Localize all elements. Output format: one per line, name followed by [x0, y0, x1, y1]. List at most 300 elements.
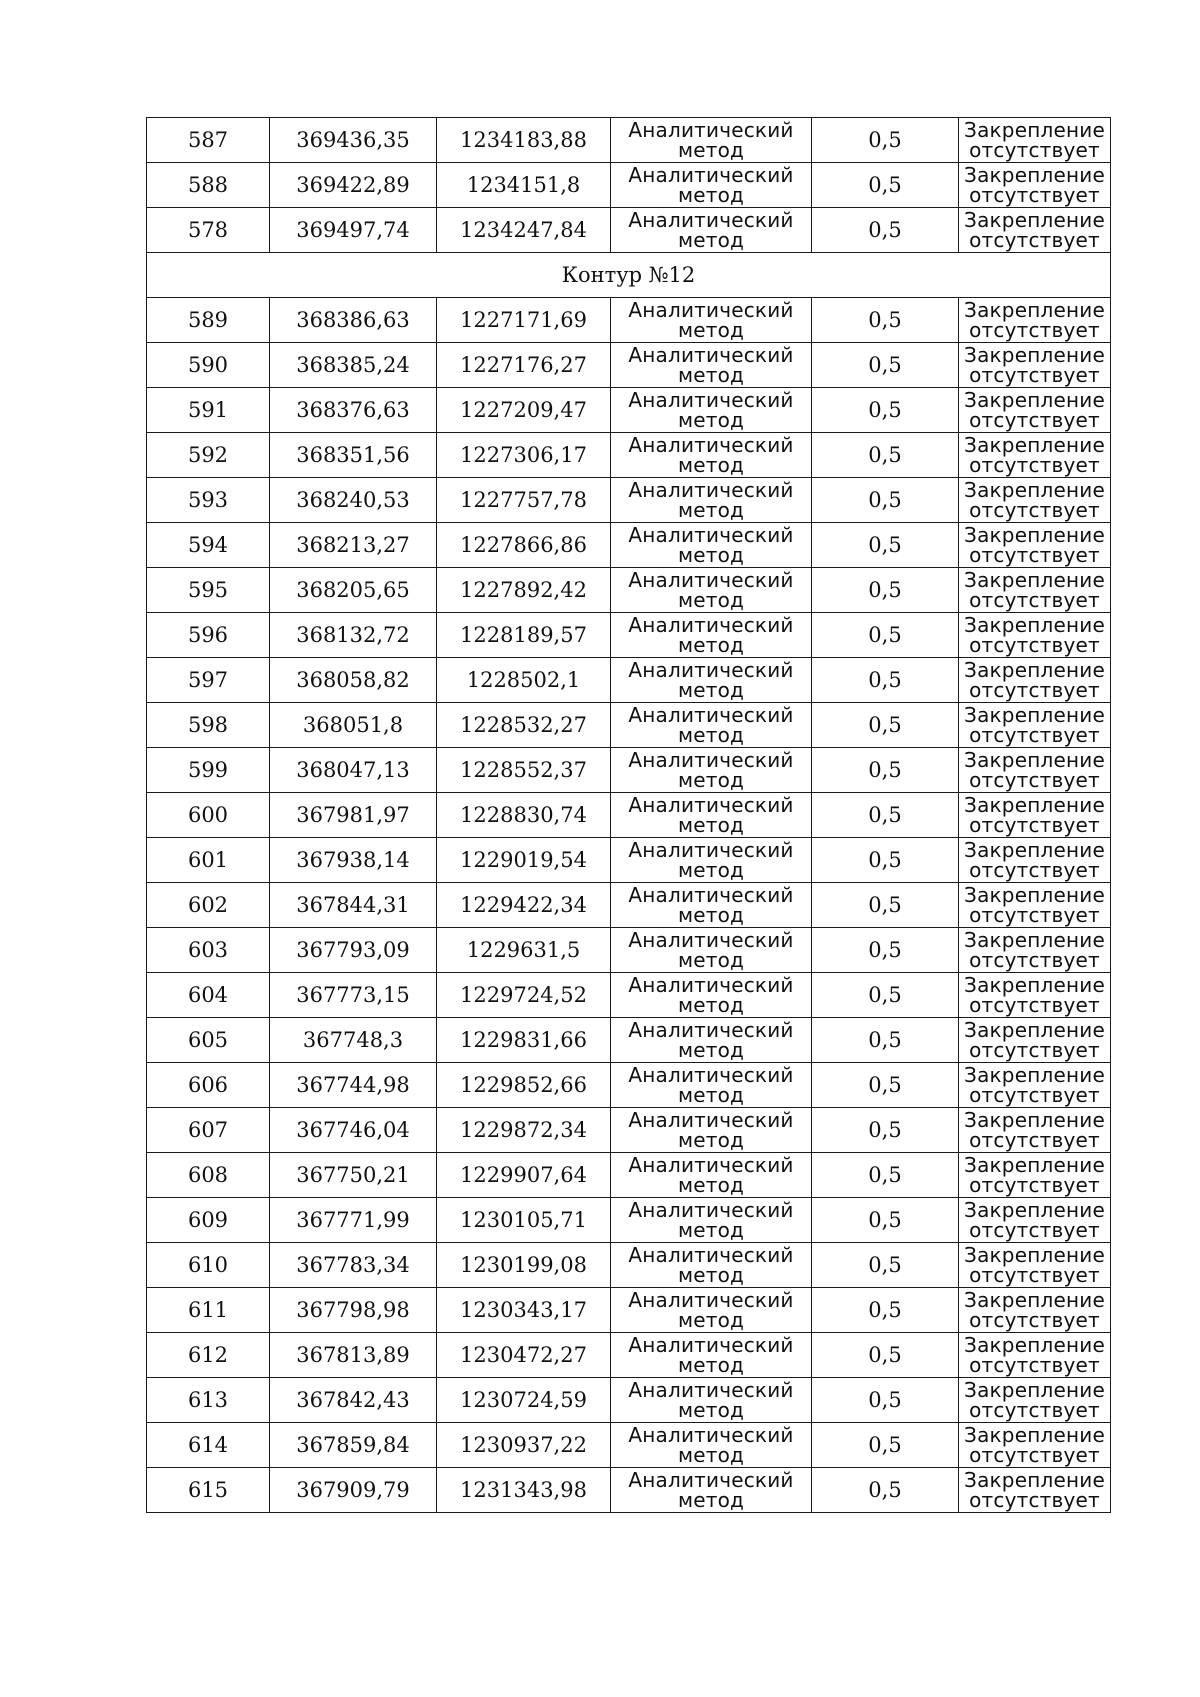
table-row — [147, 163, 1111, 208]
y-coordinate-cell: 1230724,59 — [437, 1378, 611, 1423]
table-row — [147, 883, 1111, 928]
fixation-cell-line2: отсутствует — [969, 903, 1100, 927]
x-coordinate-cell: 367746,04 — [270, 1108, 437, 1153]
x-coordinate-cell: 367813,89 — [270, 1333, 437, 1378]
fixation-cell-line1: Закрепление — [964, 1378, 1105, 1402]
fixation-cell — [959, 208, 1111, 253]
fixation-cell — [959, 523, 1111, 568]
method-cell-line2: метод — [677, 678, 745, 702]
table-row — [147, 1198, 1111, 1243]
x-coordinate-cell: 367744,98 — [270, 1063, 437, 1108]
method-cell-line2: метод — [677, 363, 745, 387]
accuracy-cell: 0,5 — [812, 343, 959, 388]
method-cell — [611, 1108, 812, 1153]
fixation-cell — [959, 883, 1111, 928]
accuracy-cell: 0,5 — [812, 1153, 959, 1198]
table-row — [147, 973, 1111, 1018]
y-coordinate-cell: 1227209,47 — [437, 388, 611, 433]
y-coordinate-cell: 1234183,88 — [437, 118, 611, 163]
y-coordinate-cell: 1227757,78 — [437, 478, 611, 523]
x-coordinate-cell: 367771,99 — [270, 1198, 437, 1243]
x-coordinate-cell: 369436,35 — [270, 118, 437, 163]
fixation-cell-line1: Закрепление — [964, 1288, 1105, 1312]
method-cell-line2: метод — [677, 1353, 745, 1377]
method-cell — [611, 793, 812, 838]
fixation-cell-line2: отсутствует — [969, 1263, 1100, 1287]
fixation-cell-line2: отсутствует — [969, 543, 1100, 567]
table-row — [147, 208, 1111, 253]
y-coordinate-cell: 1230199,08 — [437, 1243, 611, 1288]
accuracy-cell: 0,5 — [812, 163, 959, 208]
fixation-cell-line1: Закрепление — [964, 703, 1105, 727]
point-number-cell: 614 — [147, 1423, 270, 1468]
method-cell — [611, 1018, 812, 1063]
accuracy-cell: 0,5 — [812, 748, 959, 793]
method-cell — [611, 568, 812, 613]
y-coordinate-cell: 1228502,1 — [437, 658, 611, 703]
method-cell-line2: метод — [677, 858, 745, 882]
method-cell-line2: метод — [677, 1083, 745, 1107]
fixation-cell-line1: Закрепление — [964, 343, 1105, 367]
point-number-cell: 587 — [147, 118, 270, 163]
method-cell-line1: Аналитический — [628, 928, 794, 952]
y-coordinate-cell: 1229831,66 — [437, 1018, 611, 1063]
point-number-cell: 615 — [147, 1468, 270, 1513]
y-coordinate-cell: 1227176,27 — [437, 343, 611, 388]
y-coordinate-cell: 1234151,8 — [437, 163, 611, 208]
method-cell-line2: метод — [677, 903, 745, 927]
fixation-cell — [959, 748, 1111, 793]
method-cell — [611, 1198, 812, 1243]
point-number-cell: 595 — [147, 568, 270, 613]
point-number-cell: 612 — [147, 1333, 270, 1378]
fixation-cell-line2: отсутствует — [969, 678, 1100, 702]
fixation-cell-line1: Закрепление — [964, 1108, 1105, 1132]
accuracy-cell: 0,5 — [812, 118, 959, 163]
fixation-cell-line1: Закрепление — [964, 523, 1105, 547]
method-cell-line1: Аналитический — [628, 523, 794, 547]
method-cell-line1: Аналитический — [628, 1063, 794, 1087]
fixation-cell-line1: Закрепление — [964, 1333, 1105, 1357]
method-cell-line1: Аналитический — [628, 1333, 794, 1357]
x-coordinate-cell: 368058,82 — [270, 658, 437, 703]
table-row — [147, 523, 1111, 568]
accuracy-cell: 0,5 — [812, 883, 959, 928]
y-coordinate-cell: 1229852,66 — [437, 1063, 611, 1108]
accuracy-cell: 0,5 — [812, 433, 959, 478]
method-cell-line1: Аналитический — [628, 208, 794, 232]
fixation-cell — [959, 1243, 1111, 1288]
fixation-cell-line1: Закрепление — [964, 1468, 1105, 1492]
fixation-cell — [959, 973, 1111, 1018]
fixation-cell-line2: отсутствует — [969, 363, 1100, 387]
fixation-cell — [959, 838, 1111, 883]
method-cell-line2: метод — [677, 138, 745, 162]
point-number-cell: 591 — [147, 388, 270, 433]
point-number-cell: 608 — [147, 1153, 270, 1198]
fixation-cell-line2: отсутствует — [969, 768, 1100, 792]
x-coordinate-cell: 367844,31 — [270, 883, 437, 928]
method-cell — [611, 1243, 812, 1288]
method-cell — [611, 1423, 812, 1468]
accuracy-cell: 0,5 — [812, 1198, 959, 1243]
table-row — [147, 1063, 1111, 1108]
fixation-cell-line2: отсутствует — [969, 498, 1100, 522]
accuracy-cell: 0,5 — [812, 298, 959, 343]
fixation-cell — [959, 1153, 1111, 1198]
coordinates-table — [146, 117, 1111, 1513]
fixation-cell-line2: отсутствует — [969, 633, 1100, 657]
fixation-cell-line1: Закрепление — [964, 1063, 1105, 1087]
table-row — [147, 1288, 1111, 1333]
accuracy-cell: 0,5 — [812, 1468, 959, 1513]
table-row — [147, 1153, 1111, 1198]
fixation-cell — [959, 928, 1111, 973]
fixation-cell — [959, 793, 1111, 838]
method-cell — [611, 118, 812, 163]
method-cell — [611, 298, 812, 343]
point-number-cell: 589 — [147, 298, 270, 343]
method-cell-line1: Аналитический — [628, 433, 794, 457]
fixation-cell-line2: отсутствует — [969, 1128, 1100, 1152]
method-cell — [611, 388, 812, 433]
point-number-cell: 590 — [147, 343, 270, 388]
method-cell-line1: Аналитический — [628, 748, 794, 772]
method-cell — [611, 433, 812, 478]
fixation-cell-line2: отсутствует — [969, 858, 1100, 882]
accuracy-cell: 0,5 — [812, 1063, 959, 1108]
y-coordinate-cell: 1227866,86 — [437, 523, 611, 568]
method-cell — [611, 1288, 812, 1333]
method-cell — [611, 1378, 812, 1423]
accuracy-cell: 0,5 — [812, 1333, 959, 1378]
fixation-cell-line2: отсутствует — [969, 1038, 1100, 1062]
point-number-cell: 603 — [147, 928, 270, 973]
point-number-cell: 598 — [147, 703, 270, 748]
accuracy-cell: 0,5 — [812, 838, 959, 883]
fixation-cell-line1: Закрепление — [964, 118, 1105, 142]
y-coordinate-cell: 1229872,34 — [437, 1108, 611, 1153]
method-cell-line2: метод — [677, 1443, 745, 1467]
table-row — [147, 613, 1111, 658]
fixation-cell-line1: Закрепление — [964, 1198, 1105, 1222]
point-number-cell: 606 — [147, 1063, 270, 1108]
table-row — [147, 793, 1111, 838]
accuracy-cell: 0,5 — [812, 1423, 959, 1468]
method-cell — [611, 1333, 812, 1378]
accuracy-cell: 0,5 — [812, 658, 959, 703]
fixation-cell — [959, 478, 1111, 523]
fixation-cell — [959, 298, 1111, 343]
accuracy-cell: 0,5 — [812, 973, 959, 1018]
point-number-cell: 611 — [147, 1288, 270, 1333]
y-coordinate-cell: 1234247,84 — [437, 208, 611, 253]
y-coordinate-cell: 1227892,42 — [437, 568, 611, 613]
y-coordinate-cell: 1230472,27 — [437, 1333, 611, 1378]
point-number-cell: 602 — [147, 883, 270, 928]
x-coordinate-cell: 367750,21 — [270, 1153, 437, 1198]
method-cell-line2: метод — [677, 453, 745, 477]
fixation-cell-line1: Закрепление — [964, 568, 1105, 592]
y-coordinate-cell: 1230937,22 — [437, 1423, 611, 1468]
y-coordinate-cell: 1229631,5 — [437, 928, 611, 973]
method-cell-line1: Аналитический — [628, 1378, 794, 1402]
accuracy-cell: 0,5 — [812, 1243, 959, 1288]
method-cell-line2: метод — [677, 183, 745, 207]
method-cell-line1: Аналитический — [628, 613, 794, 637]
contour-title: Контур №12 — [147, 253, 1111, 298]
method-cell-line1: Аналитический — [628, 568, 794, 592]
x-coordinate-cell: 368376,63 — [270, 388, 437, 433]
fixation-cell-line2: отсутствует — [969, 1398, 1100, 1422]
method-cell-line1: Аналитический — [628, 163, 794, 187]
fixation-cell — [959, 703, 1111, 748]
x-coordinate-cell: 368386,63 — [270, 298, 437, 343]
x-coordinate-cell: 367909,79 — [270, 1468, 437, 1513]
fixation-cell-line2: отсутствует — [969, 1308, 1100, 1332]
table-row — [147, 838, 1111, 883]
method-cell-line2: метод — [677, 228, 745, 252]
fixation-cell — [959, 613, 1111, 658]
y-coordinate-cell: 1230343,17 — [437, 1288, 611, 1333]
method-cell-line2: метод — [677, 408, 745, 432]
y-coordinate-cell: 1228830,74 — [437, 793, 611, 838]
table-row — [147, 1243, 1111, 1288]
method-cell-line2: метод — [677, 948, 745, 972]
method-cell-line1: Аналитический — [628, 973, 794, 997]
method-cell-line2: метод — [677, 1173, 745, 1197]
fixation-cell-line1: Закрепление — [964, 433, 1105, 457]
accuracy-cell: 0,5 — [812, 1378, 959, 1423]
fixation-cell — [959, 163, 1111, 208]
fixation-cell-line1: Закрепление — [964, 388, 1105, 412]
accuracy-cell: 0,5 — [812, 1288, 959, 1333]
fixation-cell-line1: Закрепление — [964, 1423, 1105, 1447]
x-coordinate-cell: 368132,72 — [270, 613, 437, 658]
method-cell-line1: Аналитический — [628, 1468, 794, 1492]
method-cell — [611, 208, 812, 253]
table-row — [147, 1378, 1111, 1423]
accuracy-cell: 0,5 — [812, 568, 959, 613]
method-cell-line2: метод — [677, 1263, 745, 1287]
fixation-cell-line1: Закрепление — [964, 928, 1105, 952]
x-coordinate-cell: 369422,89 — [270, 163, 437, 208]
method-cell-line1: Аналитический — [628, 1198, 794, 1222]
table-row — [147, 703, 1111, 748]
coordinates-table-body — [147, 118, 1111, 1513]
fixation-cell-line2: отсутствует — [969, 948, 1100, 972]
method-cell — [611, 658, 812, 703]
method-cell-line2: метод — [677, 768, 745, 792]
x-coordinate-cell: 368047,13 — [270, 748, 437, 793]
method-cell-line2: метод — [677, 1398, 745, 1422]
fixation-cell — [959, 388, 1111, 433]
x-coordinate-cell: 367938,14 — [270, 838, 437, 883]
method-cell-line2: метод — [677, 588, 745, 612]
x-coordinate-cell: 367773,15 — [270, 973, 437, 1018]
method-cell-line2: метод — [677, 1488, 745, 1512]
fixation-cell-line2: отсутствует — [969, 138, 1100, 162]
method-cell — [611, 1468, 812, 1513]
x-coordinate-cell: 367842,43 — [270, 1378, 437, 1423]
fixation-cell-line1: Закрепление — [964, 973, 1105, 997]
contour-header-row — [147, 253, 1111, 298]
x-coordinate-cell: 368240,53 — [270, 478, 437, 523]
method-cell-line1: Аналитический — [628, 298, 794, 322]
y-coordinate-cell: 1229019,54 — [437, 838, 611, 883]
method-cell-line1: Аналитический — [628, 1423, 794, 1447]
x-coordinate-cell: 367748,3 — [270, 1018, 437, 1063]
method-cell-line1: Аналитический — [628, 478, 794, 502]
fixation-cell — [959, 1288, 1111, 1333]
method-cell-line2: метод — [677, 543, 745, 567]
point-number-cell: 605 — [147, 1018, 270, 1063]
accuracy-cell: 0,5 — [812, 1018, 959, 1063]
fixation-cell-line1: Закрепление — [964, 1153, 1105, 1177]
table-row — [147, 1468, 1111, 1513]
accuracy-cell: 0,5 — [812, 523, 959, 568]
table-row — [147, 478, 1111, 523]
fixation-cell — [959, 1198, 1111, 1243]
fixation-cell-line1: Закрепление — [964, 478, 1105, 502]
method-cell — [611, 703, 812, 748]
method-cell — [611, 838, 812, 883]
method-cell-line1: Аналитический — [628, 883, 794, 907]
fixation-cell-line1: Закрепление — [964, 838, 1105, 862]
fixation-cell — [959, 1378, 1111, 1423]
point-number-cell: 609 — [147, 1198, 270, 1243]
accuracy-cell: 0,5 — [812, 928, 959, 973]
method-cell — [611, 1153, 812, 1198]
fixation-cell-line1: Закрепление — [964, 208, 1105, 232]
point-number-cell: 601 — [147, 838, 270, 883]
method-cell-line2: метод — [677, 1218, 745, 1242]
fixation-cell-line1: Закрепление — [964, 883, 1105, 907]
method-cell — [611, 343, 812, 388]
method-cell-line2: метод — [677, 813, 745, 837]
method-cell — [611, 973, 812, 1018]
point-number-cell: 588 — [147, 163, 270, 208]
point-number-cell: 610 — [147, 1243, 270, 1288]
method-cell-line2: метод — [677, 1038, 745, 1062]
table-row — [147, 1333, 1111, 1378]
point-number-cell: 578 — [147, 208, 270, 253]
fixation-cell-line2: отсутствует — [969, 1083, 1100, 1107]
fixation-cell-line2: отсутствует — [969, 993, 1100, 1017]
point-number-cell: 594 — [147, 523, 270, 568]
x-coordinate-cell: 369497,74 — [270, 208, 437, 253]
y-coordinate-cell: 1228189,57 — [437, 613, 611, 658]
point-number-cell: 596 — [147, 613, 270, 658]
fixation-cell-line1: Закрепление — [964, 658, 1105, 682]
fixation-cell-line2: отсутствует — [969, 183, 1100, 207]
fixation-cell — [959, 1018, 1111, 1063]
fixation-cell — [959, 1333, 1111, 1378]
fixation-cell-line2: отсутствует — [969, 588, 1100, 612]
method-cell-line1: Аналитический — [628, 703, 794, 727]
method-cell-line1: Аналитический — [628, 1243, 794, 1267]
fixation-cell — [959, 1468, 1111, 1513]
fixation-cell-line1: Закрепление — [964, 613, 1105, 637]
accuracy-cell: 0,5 — [812, 793, 959, 838]
method-cell — [611, 613, 812, 658]
method-cell-line2: метод — [677, 633, 745, 657]
table-row — [147, 343, 1111, 388]
table-row — [147, 298, 1111, 343]
table-row — [147, 568, 1111, 613]
point-number-cell: 600 — [147, 793, 270, 838]
method-cell — [611, 1063, 812, 1108]
fixation-cell — [959, 433, 1111, 478]
x-coordinate-cell: 367981,97 — [270, 793, 437, 838]
method-cell-line1: Аналитический — [628, 388, 794, 412]
method-cell-line2: метод — [677, 498, 745, 522]
x-coordinate-cell: 368351,56 — [270, 433, 437, 478]
method-cell — [611, 163, 812, 208]
fixation-cell-line2: отсутствует — [969, 318, 1100, 342]
method-cell — [611, 523, 812, 568]
table-row — [147, 1423, 1111, 1468]
y-coordinate-cell: 1229907,64 — [437, 1153, 611, 1198]
fixation-cell-line2: отсутствует — [969, 1218, 1100, 1242]
accuracy-cell: 0,5 — [812, 478, 959, 523]
method-cell-line2: метод — [677, 723, 745, 747]
x-coordinate-cell: 368051,8 — [270, 703, 437, 748]
method-cell-line1: Аналитический — [628, 793, 794, 817]
fixation-cell-line1: Закрепление — [964, 1018, 1105, 1042]
accuracy-cell: 0,5 — [812, 1108, 959, 1153]
y-coordinate-cell: 1227171,69 — [437, 298, 611, 343]
accuracy-cell: 0,5 — [812, 613, 959, 658]
fixation-cell-line1: Закрепление — [964, 793, 1105, 817]
fixation-cell-line2: отсутствует — [969, 813, 1100, 837]
fixation-cell-line2: отсутствует — [969, 1173, 1100, 1197]
method-cell-line1: Аналитический — [628, 118, 794, 142]
y-coordinate-cell: 1230105,71 — [437, 1198, 611, 1243]
x-coordinate-cell: 368385,24 — [270, 343, 437, 388]
method-cell-line2: метод — [677, 1128, 745, 1152]
point-number-cell: 613 — [147, 1378, 270, 1423]
fixation-cell-line1: Закрепление — [964, 298, 1105, 322]
x-coordinate-cell: 368213,27 — [270, 523, 437, 568]
fixation-cell-line1: Закрепление — [964, 748, 1105, 772]
fixation-cell — [959, 118, 1111, 163]
table-row — [147, 1018, 1111, 1063]
fixation-cell-line1: Закрепление — [964, 1243, 1105, 1267]
table-row — [147, 1108, 1111, 1153]
method-cell-line2: метод — [677, 1308, 745, 1332]
method-cell-line2: метод — [677, 993, 745, 1017]
point-number-cell: 604 — [147, 973, 270, 1018]
fixation-cell-line1: Закрепление — [964, 163, 1105, 187]
method-cell-line1: Аналитический — [628, 1153, 794, 1177]
y-coordinate-cell: 1231343,98 — [437, 1468, 611, 1513]
method-cell-line1: Аналитический — [628, 1018, 794, 1042]
method-cell-line2: метод — [677, 318, 745, 342]
fixation-cell-line2: отсутствует — [969, 723, 1100, 747]
method-cell-line1: Аналитический — [628, 838, 794, 862]
fixation-cell-line2: отсутствует — [969, 1353, 1100, 1377]
method-cell — [611, 883, 812, 928]
method-cell-line1: Аналитический — [628, 343, 794, 367]
y-coordinate-cell: 1229724,52 — [437, 973, 611, 1018]
method-cell — [611, 928, 812, 973]
x-coordinate-cell: 367783,34 — [270, 1243, 437, 1288]
table-row — [147, 118, 1111, 163]
y-coordinate-cell: 1228552,37 — [437, 748, 611, 793]
fixation-cell-line2: отсутствует — [969, 453, 1100, 477]
method-cell — [611, 478, 812, 523]
